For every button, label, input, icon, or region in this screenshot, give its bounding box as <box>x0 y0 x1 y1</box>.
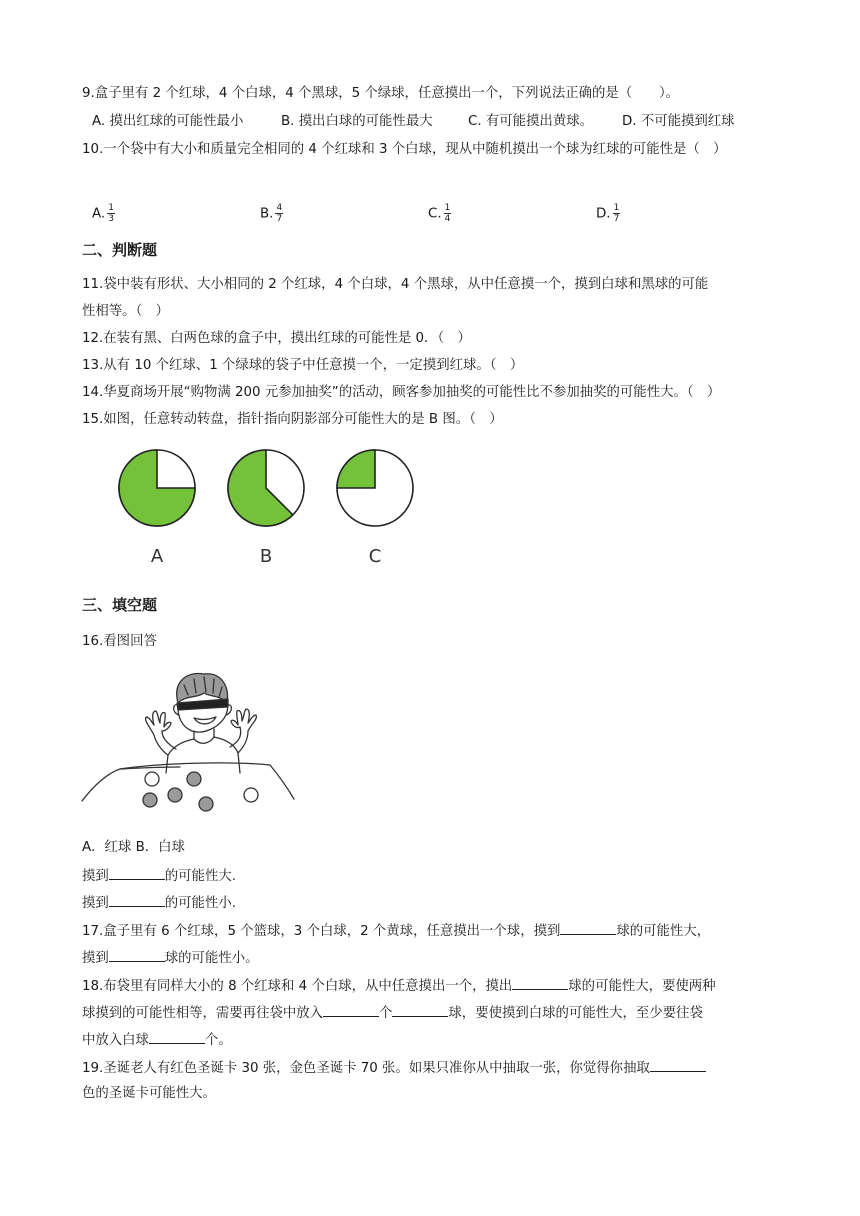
q18-l2-middle: 个 <box>379 1006 393 1021</box>
q19-line1 <box>82 1057 706 1079</box>
option-label: B. <box>260 206 274 222</box>
q16-a-suffix: 的可能性大. <box>164 869 236 884</box>
q16-answer-b <box>82 892 236 914</box>
q11-line1: 11.袋中装有形状、大小相同的 2 个红球，4 个白球，4 个黑球，从中任意摸一个，摸到白球和黑球的可能 <box>82 277 709 292</box>
q16-b-suffix: 的可能性小. <box>164 896 236 911</box>
q10-option-c <box>428 203 451 225</box>
numerator: 4 <box>276 203 283 213</box>
q18-l1-suffix: 球的可能性大，要使两种 <box>568 979 716 994</box>
q10-option-a <box>92 203 115 225</box>
q17-l2-suffix: 球的可能性小。 <box>164 951 259 966</box>
answer-blank[interactable] <box>109 892 165 907</box>
fraction <box>275 203 283 224</box>
numerator: 1 <box>444 203 451 213</box>
q19-line2: 色的圣诞卡可能性大。 <box>82 1086 216 1101</box>
q11-line2: 性相等。（ ） <box>82 304 170 319</box>
q14: 14.华夏商场开展“购物满 200 元参加抽奖”的活动，顾客参加抽奖的可能性比不参加抽奖的可能性大。（ ） <box>82 385 721 400</box>
answer-blank[interactable] <box>392 1002 448 1017</box>
q16-options: A．红球 B．白球 <box>82 840 185 855</box>
answer-blank[interactable] <box>109 865 165 880</box>
q17-l2-prefix: 摸到 <box>82 951 109 966</box>
answer-blank[interactable] <box>560 920 616 935</box>
q9-option-b: B. 摸出白球的可能性最大 <box>281 114 433 129</box>
spinner-c-shaded-sector <box>337 450 375 488</box>
q18-line1 <box>82 975 716 997</box>
fraction <box>444 203 452 224</box>
denominator: 3 <box>108 214 114 224</box>
option-label: C. <box>428 206 442 222</box>
spinner-label: C <box>368 546 382 567</box>
section-2-title: 二、判断题 <box>82 241 158 259</box>
q18-l2-prefix: 球摸到的可能性相等，需要再往袋中放入 <box>82 1006 324 1021</box>
q9-option-a: A. 摸出红球的可能性最小 <box>92 114 244 129</box>
fraction <box>107 203 115 224</box>
q17-line2 <box>82 947 259 969</box>
spinners-figure <box>100 440 440 575</box>
spinner-label: B <box>259 546 273 567</box>
boy-with-balls-illustration <box>80 665 300 815</box>
q10-option-b <box>260 203 283 225</box>
q13: 13.从有 10 个红球、1 个绿球的袋子中任意摸一个，一定摸到红球。（ ） <box>82 358 524 373</box>
q18-l3-prefix: 中放入白球 <box>82 1033 149 1048</box>
q18-line2 <box>82 1002 703 1024</box>
numerator: 1 <box>108 203 114 213</box>
numerator: 1 <box>613 203 620 213</box>
answer-blank[interactable] <box>323 1002 379 1017</box>
q16-answer-a <box>82 865 236 887</box>
fraction <box>613 203 621 224</box>
q18-l1-prefix: 18.布袋里有同样大小的 8 个红球和 4 个白球，从中任意摸出一个，摸出 <box>82 979 513 994</box>
denominator: 7 <box>613 214 620 224</box>
q9-option-c: C. 有可能摸出黄球。 <box>468 114 593 129</box>
answer-blank[interactable] <box>650 1057 706 1072</box>
answer-blank[interactable] <box>109 947 165 962</box>
q10-stem: 10.一个袋中有大小和质量完全相同的 4 个红球和 3 个白球，现从中随机摸出一个球为红球的可能性是（ ） <box>82 142 727 157</box>
q18-line3 <box>82 1029 232 1051</box>
option-label: A. <box>92 206 106 222</box>
q10-option-d <box>596 203 620 225</box>
q16-title: 16.看图回答 <box>82 634 157 649</box>
q17-l1-prefix: 17.盒子里有 6 个红球，5 个篮球，3 个白球，2 个黄球，任意摸出一个球，摸到 <box>82 924 561 939</box>
answer-blank[interactable] <box>149 1029 205 1044</box>
q15: 15.如图，任意转动转盘，指针指向阴影部分可能性大的是 B 图。（ ） <box>82 412 503 427</box>
denominator: 4 <box>444 214 451 224</box>
q18-l3-suffix: 个。 <box>204 1033 232 1048</box>
q16-a-prefix: 摸到 <box>82 869 109 884</box>
q19-l1-prefix: 19.圣诞老人有红色圣诞卡 30 张，金色圣诞卡 70 张。如果只准你从中抽取一张，你觉得你抽取 <box>82 1061 650 1076</box>
q17-line1 <box>82 920 710 942</box>
answer-blank[interactable] <box>512 975 568 990</box>
q18-l2-suffix: 球，要使摸到白球的可能性大，至少要往袋 <box>448 1006 703 1021</box>
section-3-title: 三、填空题 <box>82 596 158 614</box>
q16-b-prefix: 摸到 <box>82 896 109 911</box>
q12: 12.在装有黑、白两色球的盒子中，摸出红球的可能性是 0．（ ） <box>82 331 471 346</box>
q9-stem: 9.盒子里有 2 个红球，4 个白球，4 个黑球，5 个绿球，任意摸出一个，下列说法正确的是（ ）。 <box>82 86 680 101</box>
denominator: 7 <box>276 214 283 224</box>
q9-option-d: D. 不可能摸到红球 <box>622 114 735 129</box>
spinner-label: A <box>150 546 164 567</box>
option-label: D. <box>596 206 611 222</box>
q17-l1-suffix: 球的可能性大， <box>616 924 711 939</box>
